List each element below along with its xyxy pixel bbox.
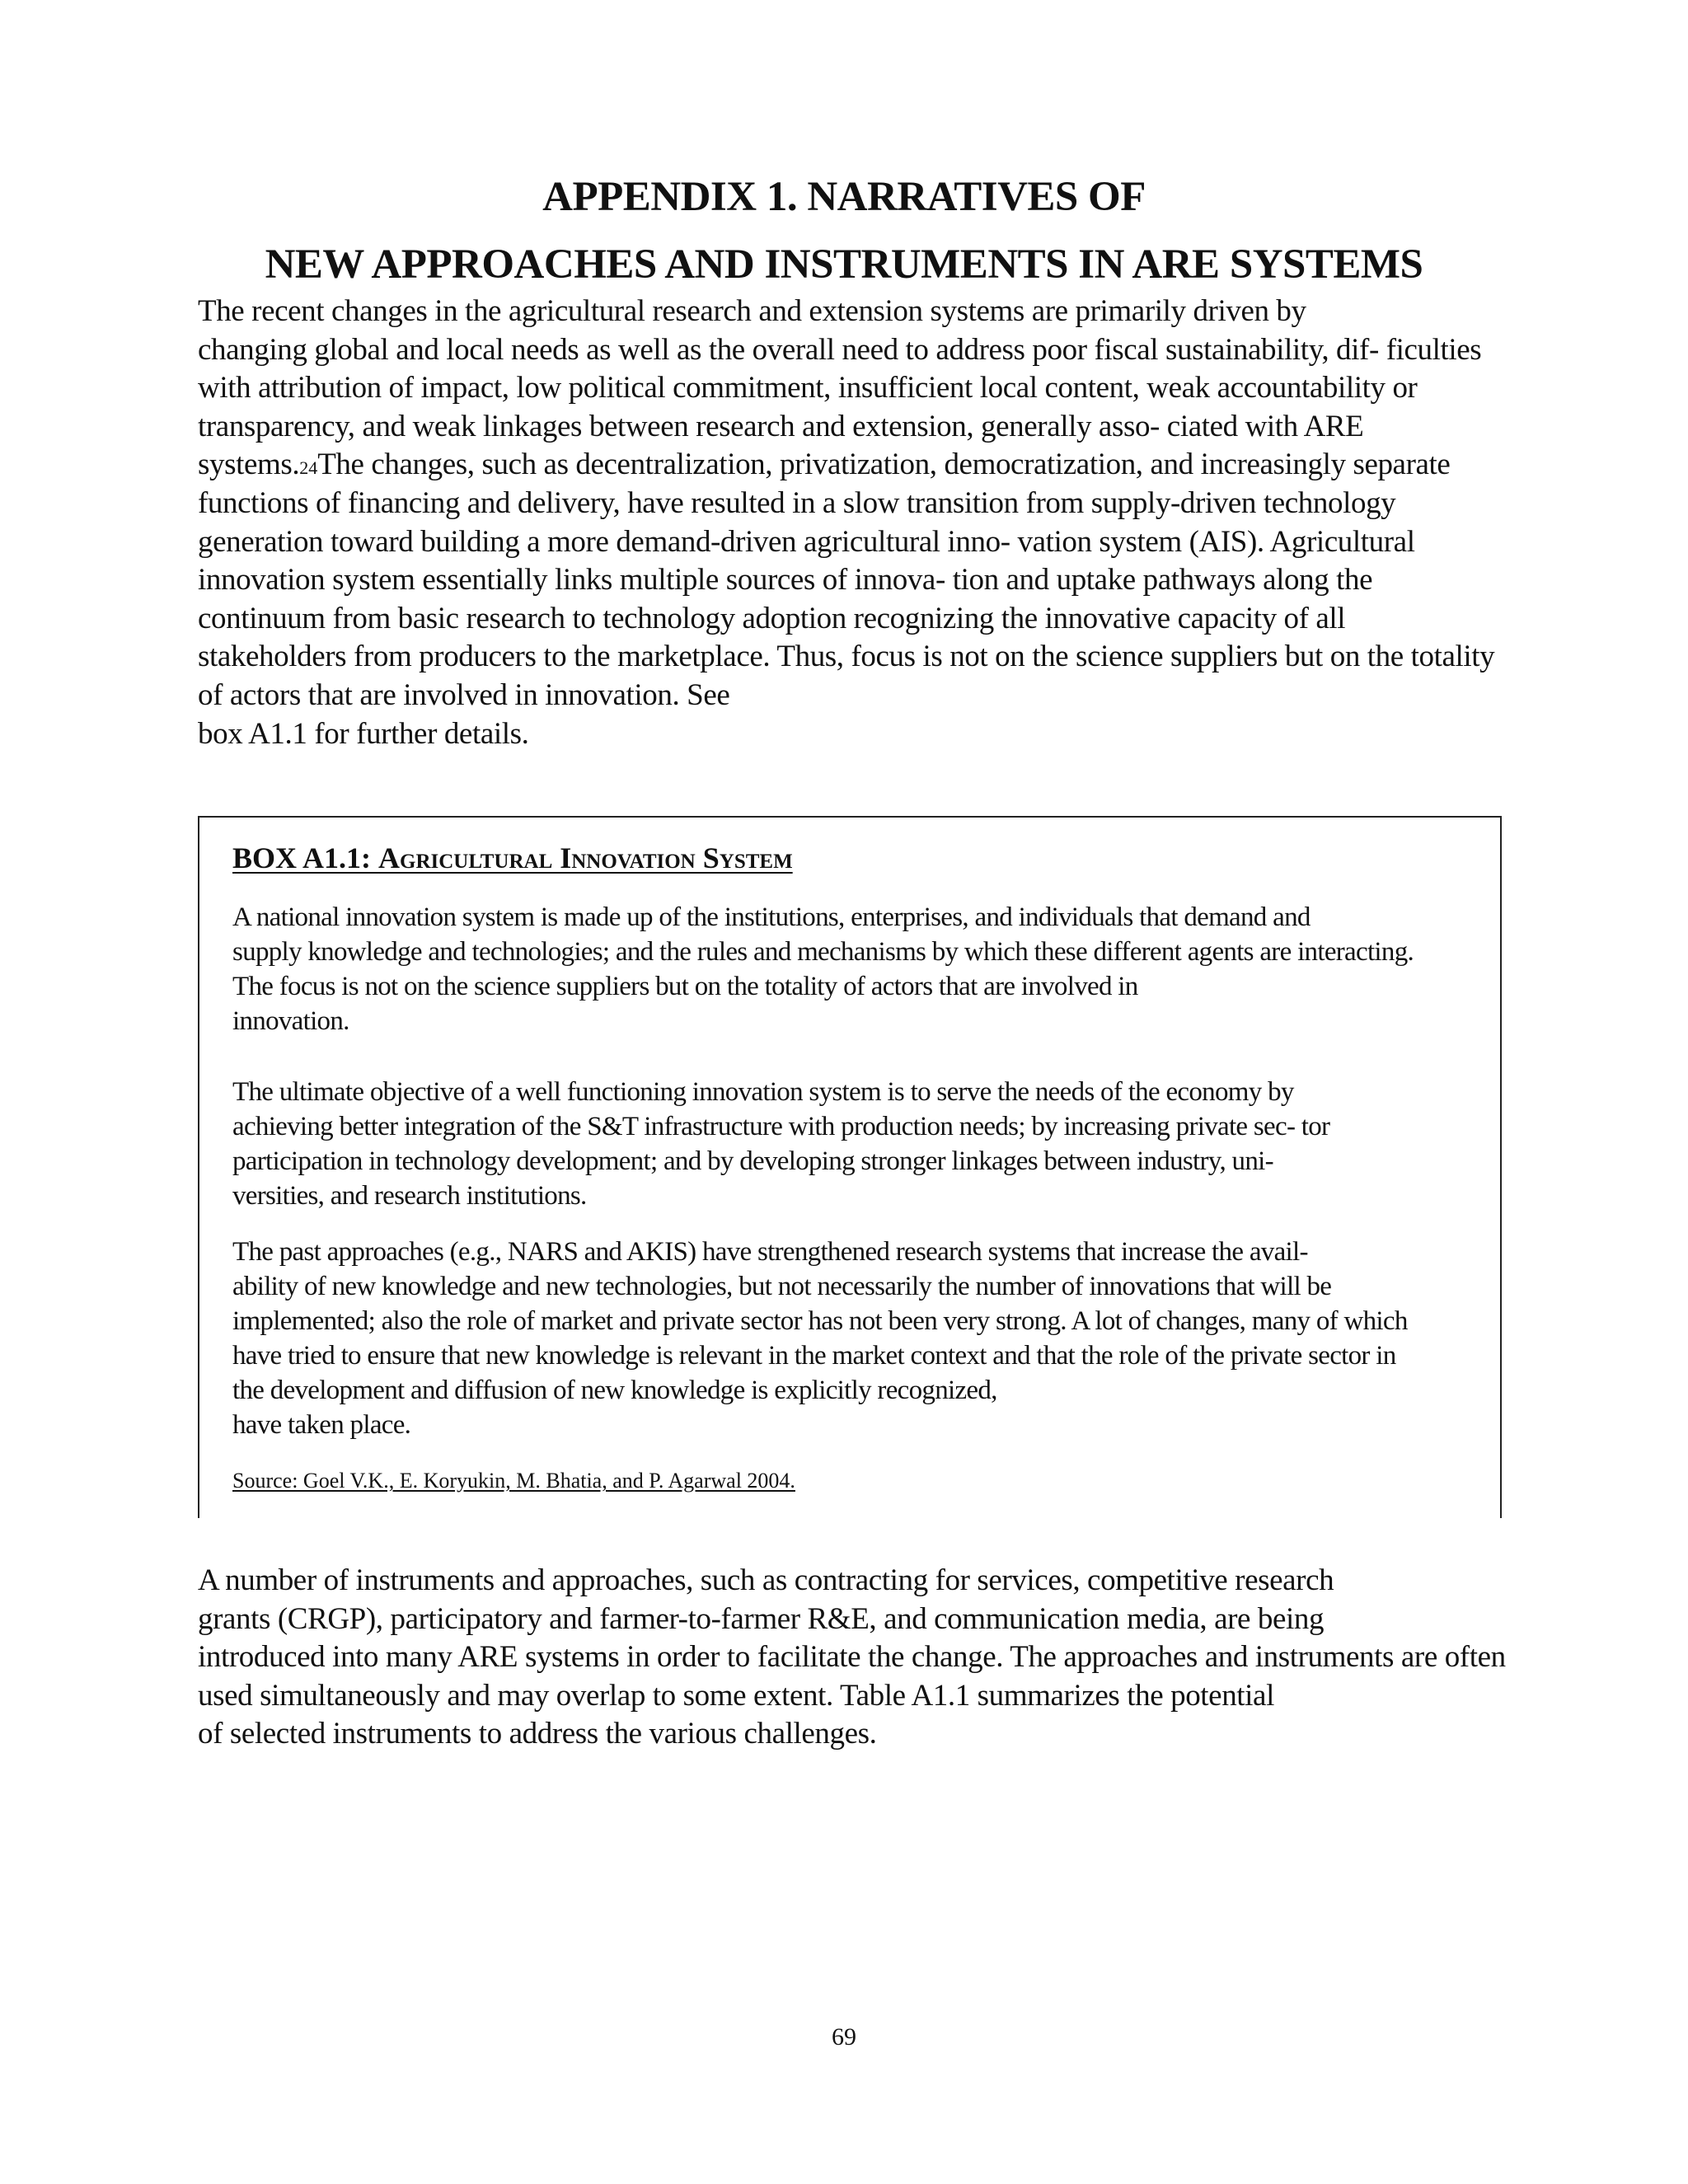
intro-line: stakeholders from producers to the marketplace. Thus, focus is not on the science suppliers but on the totality [198,640,1495,674]
box-heading [232,841,793,875]
title-line-1: APPENDIX 1. NARRATIVES OF [542,174,1146,220]
box-paragraph-2 [232,1075,1485,1213]
intro-line: transparency, and weak linkages between research and extension, generally asso- ciated with ARE [198,409,1364,443]
box-line: The focus is not on the science suppliers but on the totality of actors that are involved in [232,972,1138,1001]
intro-paragraph [198,293,1517,753]
box-line: The past approaches (e.g., NARS and AKIS) have strengthened research systems that increase the avail- [232,1237,1308,1267]
intro-line: continuum from basic research to technology adoption recognizing the innovative capacity of all [198,601,1346,635]
box-line: The ultimate objective of a well functioning innovation system is to serve the needs of the economy by [232,1077,1294,1107]
intro-line: The recent changes in the agricultural research and extension systems are primarily driven by [198,294,1306,328]
box-line: participation in technology development; and by developing stronger linkages between industry, uni- [232,1146,1273,1176]
box-line: implemented; also the role of market and private sector has not been very strong. A lot of changes, many of which [232,1306,1408,1336]
box-line: achieving better integration of the S&T infrastructure with production needs; by increasing private sec- tor [232,1112,1330,1141]
intro-line-end: The changes, such as decentralization, privatization, democratization, and increasingly separate [317,448,1451,482]
box-line: ability of new knowledge and new technologies, but not necessarily the number of innovations that will be [232,1272,1332,1301]
box-source-citation[interactable]: Source: Goel V.K., E. Koryukin, M. Bhatia, and P. Agarwal 2004. [232,1469,795,1493]
box-paragraph-3 [232,1235,1485,1442]
sidebar-box [198,816,1502,1518]
intro-line: with attribution of impact, low political commitment, insufficient local content, weak accountability or [198,371,1418,405]
intro-line: changing global and local needs as well as the overall need to address poor fiscal sustainability, dif- ficulties [198,332,1482,367]
title-line-2: NEW APPROACHES AND INSTRUMENTS IN ARE SYSTEMS [265,241,1423,288]
closing-line: used simultaneously and may overlap to some extent. Table A1.1 summarizes the potential [198,1678,1274,1713]
footnote-reference[interactable]: 24 [299,457,318,479]
closing-line: grants (CRGP), participatory and farmer-to-farmer R&E, and communication media, are being [198,1601,1325,1636]
closing-line: introduced into many ARE systems in order to facilitate the change. The approaches and instruments are often [198,1640,1506,1675]
intro-line: innovation system essentially links multiple sources of innova- tion and uptake pathways along the [198,563,1373,598]
intro-line: box A1.1 for further details. [198,716,529,751]
box-line: the development and diffusion of new knowledge is explicitly recognized, [232,1376,997,1405]
intro-line-start: systems. [198,448,300,482]
box-line: supply knowledge and technologies; and the rules and mechanisms by which these different agents are interacting. [232,937,1414,967]
box-label: BOX A1.1: [232,841,379,874]
intro-line [198,446,1517,485]
intro-line: functions of financing and delivery, have resulted in a slow transition from supply-driven technology [198,485,1396,520]
box-line: have taken place. [232,1410,411,1440]
intro-line: of actors that are involved in innovation. See [198,677,730,712]
page-title [0,163,1688,298]
box-line: innovation. [232,1006,349,1036]
box-line: A national innovation system is made up of the institutions, enterprises, and individuals that demand and [232,902,1311,932]
closing-line: A number of instruments and approaches, such as contracting for services, competitive research [198,1563,1334,1597]
closing-line: of selected instruments to address the various challenges. [198,1717,877,1751]
box-line: versities, and research institutions. [232,1181,587,1211]
box-heading-text: Agricultural Innovation System [378,841,793,874]
page-number: 69 [832,2023,856,2050]
closing-paragraph [198,1562,1517,1754]
box-paragraph-1 [232,900,1485,1038]
box-line: have tried to ensure that new knowledge is relevant in the market context and that the role of the private sector in [232,1341,1396,1371]
intro-line: generation toward building a more demand-driven agricultural inno- vation system (AIS). Agricultural [198,524,1415,559]
